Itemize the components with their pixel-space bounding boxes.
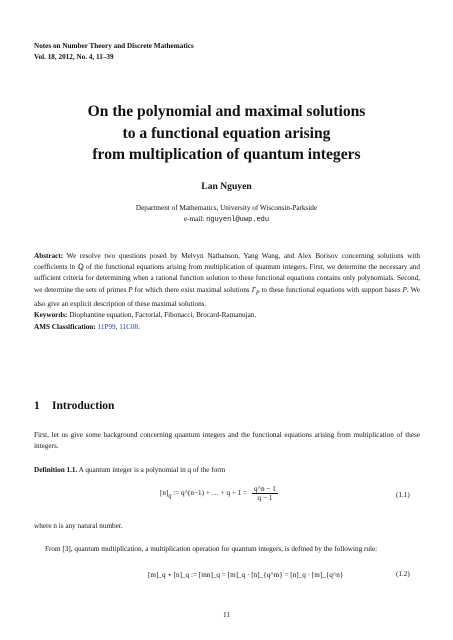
abstract-label: Abstract: bbox=[34, 252, 64, 260]
section-title: Introduction bbox=[52, 400, 115, 412]
journal-header bbox=[34, 41, 194, 62]
ams-label: AMS Classification: bbox=[34, 322, 96, 331]
email-address[interactable]: nguyenl@uwp.edu bbox=[206, 216, 270, 224]
definition-text: A quantum integer is a polynomial in q of the form bbox=[78, 466, 226, 474]
definition-label: Definition 1.1. bbox=[34, 466, 78, 474]
eq1-numerator: q^n − 1 bbox=[254, 485, 276, 493]
author-name: Lan Nguyen bbox=[201, 181, 252, 192]
eq1-denominator: q − 1 bbox=[257, 494, 273, 502]
section-number: 1 bbox=[34, 400, 40, 412]
abstract-block bbox=[34, 251, 420, 333]
title-line-2: to a functional equation arising bbox=[122, 124, 331, 142]
abstract-text-1: We resolve two questions posed by Melvyn Nathanson, Yang Wang, and Alex Borisov concerning solutions with coefficients in ℚ of the functional equations arising from multiplication of quantum integers. First, we determine the necessary and sufficient criteria for determining when a rational function solution to these functional equations contains only polynomials. Second, we determine the sets of primes bbox=[34, 252, 420, 294]
abstract-var-p: P bbox=[128, 285, 133, 294]
eq1-fraction bbox=[252, 485, 278, 502]
paper-title bbox=[0, 101, 453, 166]
abstract-text-2: for which there exist maximal solutions bbox=[132, 285, 252, 294]
ams-codes[interactable]: 11P99, 11C08. bbox=[97, 322, 140, 331]
journal-name: Notes on Number Theory and Discrete Mathematics bbox=[34, 42, 194, 50]
abstract-var-gamma: Γ bbox=[251, 285, 256, 294]
section-heading bbox=[34, 400, 114, 412]
eq1-lhs: [n] bbox=[160, 489, 169, 498]
email-label: e-mail: bbox=[183, 215, 205, 223]
equation-number-1-2: (1.2) bbox=[396, 570, 410, 578]
keywords: Diophantine equation, Factorial, Fibonacci, Brocard-Ramanujan. bbox=[69, 311, 257, 320]
journal-volume: Vol. 18, 2012, No. 4, 11–39 bbox=[34, 52, 114, 61]
keywords-label: Keywords: bbox=[34, 311, 68, 320]
equation-number-1-1: (1.1) bbox=[396, 491, 410, 499]
author-affiliation-block bbox=[0, 203, 453, 226]
page-number: 11 bbox=[223, 611, 230, 619]
eq1-mid: := q^(n−1) + … + q + 1 = bbox=[173, 489, 248, 498]
abstract-paragraph bbox=[34, 251, 420, 310]
intro-paragraph: First, let us give some background concerning quantum integers and the functional equations arising from multiplication of these integers. bbox=[34, 431, 420, 451]
where-line: where n is any natural number. bbox=[34, 522, 123, 530]
title-line-1: On the polynomial and maximal solutions bbox=[87, 103, 366, 120]
affiliation: Department of Mathematics, University of Wisconsin-Parkside bbox=[135, 204, 318, 212]
ams-line bbox=[34, 322, 420, 333]
abstract-text-4: . We also give an explicit description of these maximal solutions. bbox=[34, 285, 420, 309]
abstract-text-3: to these functional equations with support bases bbox=[259, 285, 403, 294]
abstract-var-gamma-sub: P bbox=[255, 290, 260, 297]
email-line bbox=[0, 214, 453, 226]
quantum-multiplication-paragraph: From [3], quantum multiplication, a multiplication operation for quantum integers, is defined by the following rule: bbox=[45, 545, 378, 553]
definition bbox=[34, 466, 225, 474]
abstract-var-p-2: P bbox=[402, 285, 407, 294]
equation-1-1: $[n]_q$ := q^(n−1) + … + q + 1 = $\frac{q\^{}n - 1}{q - 1}$ bbox=[160, 485, 276, 502]
equation-1-2: [m]_q ⋆ [n]_q := [mn]_q = [m]_q · [n]_{q^m} = [n]_q · [m]_{q^n} bbox=[148, 571, 344, 579]
keywords-line bbox=[34, 310, 420, 321]
title-line-3: from multiplication of quantum integers bbox=[92, 146, 361, 163]
